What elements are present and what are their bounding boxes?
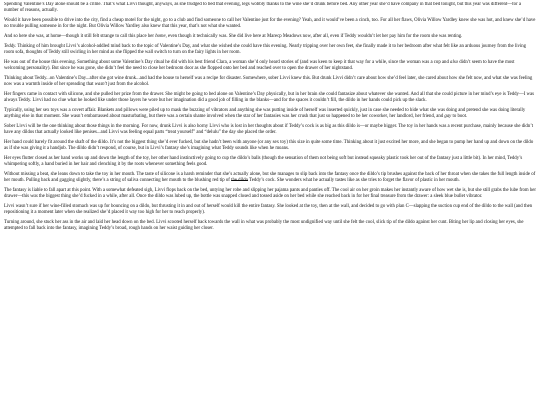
paragraph-text: Sober Livvi will be the one thinking about those things in the morning. For now, drunk Livvi is also horny Livvi who is lost in her thoughts about if Teddy’s cock is as big as this dildo is—or maybe bigger. The toy in her hands was a recent purchase, mainly because she didn’t have any dildos that actually looked like penises...and Livvi was feeling equal parts “treat yourself” and “delulu” the day she placed the order.: [4, 124, 534, 135]
emphasized-text: wasn’t: [94, 82, 107, 87]
emphasized-text: gay: [444, 114, 452, 119]
paragraph-text: Livvi wasn’t sure if her wine-filled stomach was up for bouncing on a dildo, but thrusting it in and out of herself would kill the entire fantasy. She looked at the toy, then at the wall, and decided to go with plan C—slapping the suction cup end of the dildo to the wall (and then repositioning it a moment later when she realized she’d placed it way too high for her to reach properly).: [4, 204, 533, 215]
paragraph-text: He was out of the house this evening. Something about some Valentine’s Day ritual he did with his best friend Clara, a woman she’d only heard stories of (and was keen to keep it that way for a while, since the woman was a cop and: [4, 60, 451, 66]
paragraph-text: The fantasy is liable to fall apart at this point. With a somewhat defeated sigh, Livvi flops back on the bed, untying her robe and slipping her pajama pants and panties off. The cool air on her groin makes her instantly aware of how wet she is, but she still grabs the lube from her drawer—this: [4, 188, 536, 199]
paragraph-text: Her hand could barely fit around the shaft of the dildo. It’s not the biggest thing she’d ever fucked, but she hadn’t been with anyone (or any sex toy) this size in quite some time. Thinking about it just excited her more, and she began to pump her hand up and down on the dildo as if she was giving it a handjob. The dildo didn’t respond, of course, but in Livvi’s fantasy she’s imagining what Teddy sounds like when he moans.: [4, 140, 534, 151]
emphasized-text: home: [155, 34, 166, 39]
story-paragraph: [4, 172, 536, 183]
story-paragraph: [4, 156, 536, 167]
story-paragraph: [4, 220, 536, 231]
story-paragraph: [4, 108, 536, 119]
paragraph-text: Turning around, she stuck her ass in the air and laid her head down on the bed. Livvi scooted herself back towards the wall in what was probably the most undignified way until she felt the cool, slick tip of the dildo against her cunt. Biting her lip and closing her eyes, she attempted to fall back into the fantasy, imagining Teddy’s broad, rough hands on her waist guiding her closer.: [4, 220, 524, 231]
paragraph-text: Her eyes flutter closed as her hand works up and down the length of the toy, her other hand instinctively going to cup the dildo’s balls (though the sensation of them not being soft but instead squeaky plastic took her out of the fantasy just a little bit). In her mind, Teddy’s whimpering softly, a hand buried in her hair and clenching it by the roots whenever something feels good.: [4, 156, 523, 167]
story-paragraph: [4, 188, 536, 199]
story-paragraph: [4, 44, 536, 55]
story-paragraph: [4, 124, 536, 135]
story-paragraph: [4, 140, 536, 151]
paragraph-text: just from the alcohol.: [106, 82, 150, 87]
paragraph-text: And so here she was, at home—though it still felt strange to call this place her: [4, 34, 156, 39]
paragraph-text: Teddy’s cock. She wonders what he actually tastes like as she tries to forget the flavor of plastic in her mouth.: [248, 178, 460, 183]
story-paragraph: [4, 60, 536, 71]
paragraph-text: to boot.: [451, 114, 468, 119]
document-page: [4, 2, 536, 403]
paragraph-text: Without missing a beat, she leans down to take the toy in her mouth. The taste of silicone is a harsh reminder that she’s actually alone, but she manages to slip back into the fantasy once the dildo’s tip brushes against the back of her throat when she takes the full length inside of her mouth. Pulling back and gagging slightly, there’s a string of saliva connecting her mouth to the blushing red tip of: [4, 172, 536, 183]
paragraph-text: Thinking about Teddy...on Valentine’s Day...after she got wine drunk...and had the house to herself was a recipe for disaster. Somewhere, sober Livvi knew this. But drunk Livvi didn’t care about how she’d feel later, she cared about how she felt now, and what she was feeling now was a warmth inside of her spreading that: [4, 76, 533, 87]
story-text: [4, 2, 536, 232]
paragraph-text: Spending Valentine’s Day alone should be a crime. That’s what Livvi thought, anyways, as she trudged to bed that evening, legs wobbly thanks to the wine she’d drunk before bed. Any other year she’d have company in that bed tonight, but this year was different—for a number of reasons, actually.: [4, 2, 522, 13]
paragraph-text: didn’t seem to have the most welcoming personality). But since he was gone, she didn’t feel the need to close her bedroom door as she flopped onto her bed and reached over to open the drawer of her nightstand.: [4, 60, 515, 71]
paragraph-text: Would it have been possible to drive into the city, find a cheap motel for the night, go to a club and find someone to call her Valentine just for the evening? Yeah, and it would’ve been a cinch, too. For all her flaws, Olivia Willow Yardley knew she was hot, and knew she’d have no trouble pulling someone in for the night. But Olivia Willow Yardley also knew that this year, that’s not what she wanted.: [4, 18, 536, 29]
emphasized-text: Teddy.: [4, 44, 17, 50]
paragraph-text: Typically, using her sex toys was a covert affair. Blankets and pillows were piled up to mask the buzzing of vibrators and anything she was putting inside of herself was inserted quickly, just in case she needed to hide what she was doing and pretend she was doing literally anything else in that moment. She wasn’t embarrassed about masturbating, but there was a certain shame involved when the star of her fantasies was her crush that just so happened to be her coworker, her landlord, her friend, and: [4, 108, 526, 119]
story-paragraph: [4, 18, 536, 29]
paragraph-text: , even though it technically was. She did live here at Marecp Meadows now, after all, even if Teddy wouldn’t let her pay him for the room she was renting.: [165, 34, 463, 39]
emphasized-text: also: [450, 60, 459, 66]
struck-text: the dildo: [231, 178, 249, 183]
story-paragraph: [4, 34, 536, 40]
paragraph-text: the biggest thing she’d fucked in a while, after all. Once the dildo was lubed up, the bottle was snapped closed and tossed aside on her bed while she reached back in for her final treasure from the drawer: a sleek blue bullet vibrator.: [37, 194, 483, 199]
paragraph-text: Her fingers came in contact with silicone, and she pulled her prize from the drawer. She might be going to bed alone on Valentine’s Day physically, but in her brain she could fantasize about whatever she wanted. And all that she could picture in her mind’s eye is Teddy—I was always Teddy. Livvi had no clue what he looked like under those layers he wore but her imagination did a good job of filling in the blanks—and for the spaces it couldn’t fill, the dildo in her hands could pick up the slack.: [4, 92, 535, 103]
emphasized-text: was: [30, 194, 38, 199]
story-paragraph: [4, 76, 536, 87]
paragraph-text: Thinking of him brought Livvi’s alcohol-addled mind back to the topic of Valentine’s Day, and what she wished she could have this evening. Nearly tripping over her own feet, she finally made it to her bedroom after what felt like an arduous journey from the living room sofa, thoughts of Teddy still swirling in her mind as she flipped the wall switch to turn on the fairy lights in her room.: [4, 44, 527, 55]
story-paragraph: [4, 2, 536, 13]
story-paragraph: [4, 204, 536, 215]
story-paragraph: [4, 92, 536, 103]
